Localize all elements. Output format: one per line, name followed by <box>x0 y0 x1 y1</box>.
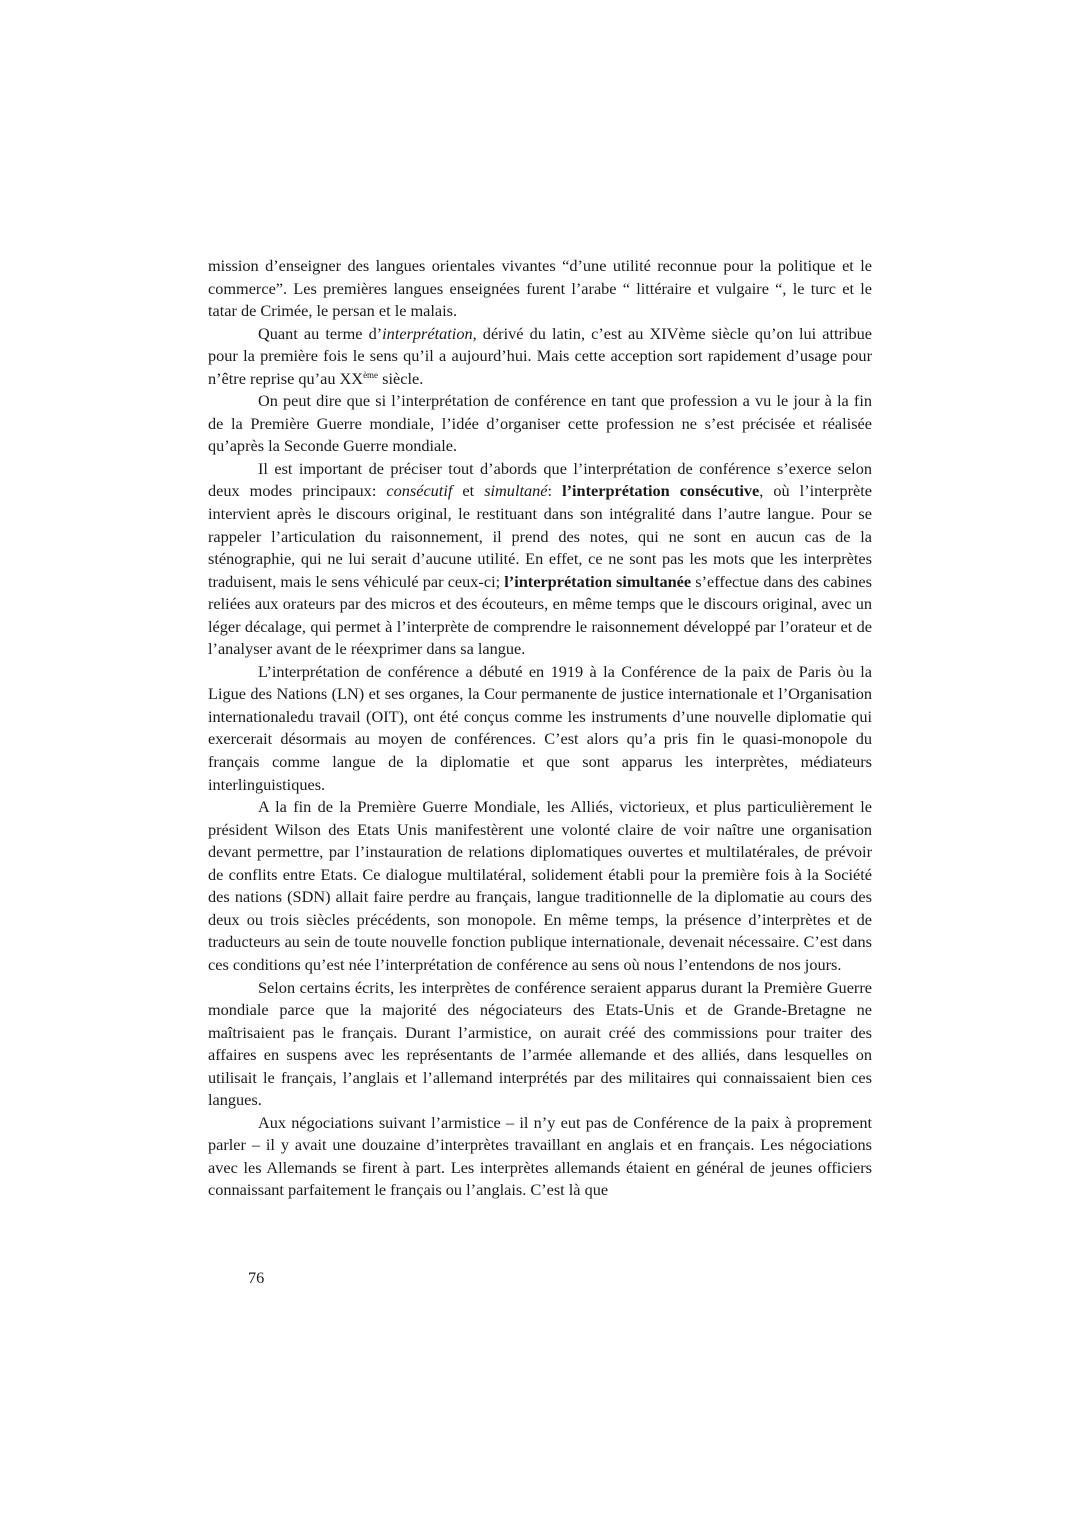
text-run: siècle. <box>378 368 424 388</box>
paragraph <box>208 977 872 1112</box>
text-run: On peut dire que si l’interprétation de conférence en tant que profession a vu le jour à la fin de la Première Guerre mondiale, l’idée d’organiser cette profession ne s’est précisée et réalisée qu’après la Seconde Guerre mondiale. <box>208 391 872 456</box>
text-run: L’interprétation de conférence a débuté en 1919 à la Conférence de la paix de Paris òu la Ligue des Nations (LN) et ses organes, la Cour permanente de justice internationale et l’Organisation internationaledu travail (OIT), ont été conçus comme les instruments d’une nouvelle diplomatie qui exercerait désormais au moyen de conférences. C’est alors qu’a pris fin le quasi-monopole du français comme langue de la diplomatie et que sont apparus les interprètes, médiateurs interlinguistiques. <box>208 661 872 794</box>
italic-term: simultané <box>484 481 548 501</box>
paragraph <box>208 796 872 976</box>
text-run: : <box>547 481 563 501</box>
paragraph <box>208 458 872 661</box>
text-run: , dérivé du latin, c’est au XIVème siècle qu’on lui attribue pour la première fois le sens qu’il a aujourd’hui. Mais cette acception sort rapidement d’usage pour n’être reprise qu’au XX <box>208 323 872 388</box>
text-run: , où l’interprète intervient après le discours original, le restituant dans son intégralité dans l’autre langue. Pour se rappeler l’articulation du raisonnement, il prend des notes, qui ne sont en aucun cas de la sténographie, qui ne lui serait d’aucune utilité. En effet, ce ne sont pas les mots que les interprètes traduisent, mais le sens véhiculé par ceux-ci; <box>208 481 872 591</box>
text-run: et <box>452 481 485 501</box>
text-run: A la fin de la Première Guerre Mondiale, les Alliés, victorieux, et plus particulièrement le président Wilson des Etats Unis manifestèrent une volonté claire de voir naître une organisation devant permettre, par l’instauration de relations diplomatiques ouvertes et multilatérales, de prévoir de conflits entre Etats. Ce dialogue multilatéral, solidement établi pour la première fois à la Société des nations (SDN) allait faire perdre au français, langue traditionnelle de la diplomatie au cours des deux ou trois siècles précédents, son monopole. En même temps, la présence d’interprètes et de traducteurs au sein de toute nouvelle fonction publique internationale, devenait nécessaire. C’est dans ces conditions qu’est née l’interprétation de conférence au sens où nous l’entendons de nos jours. <box>208 797 872 974</box>
paragraph <box>208 390 872 458</box>
bold-term: l’interprétation consécutive <box>562 481 760 501</box>
bold-term: l’interprétation simultanée <box>504 571 692 591</box>
text-run: Selon certains écrits, les interprètes de conférence seraient apparus durant la Première Guerre mondiale parce que la majorité des négociateurs des Etats-Unis et de Grande-Bretagne ne maîtrisaient pas le français. Durant l’armistice, on aurait créé des commissions pour traiter des affaires en suspens avec les représentants de l’armée allemande et des alliés, dans lesquelles on utilisait le français, l’anglais et l’allemand interprétés par des militaires qui connaissaient bien ces langues. <box>208 977 872 1110</box>
text-run: Il est important de préciser tout d’abords que l’interprétation de conférence s’exerce selon deux modes principaux: <box>208 458 872 501</box>
page-number: 76 <box>248 1268 265 1287</box>
superscript: ème <box>363 369 379 380</box>
text-run: Aux négociations suivant l’armistice – il n’y eut pas de Conférence de la paix à proprement parler – il y avait une douzaine d’interprètes travaillant en anglais et en français. Les négociations avec les Allemands se firent à part. Les interprètes allemands étaient en général de jeunes officiers connaissant parfaitement le français ou l’anglais. C’est là que <box>208 1112 872 1200</box>
text-run: mission d’enseigner des langues orientales vivantes “d’une utilité reconnue pour la politique et le commerce”. Les premières langues enseignées furent l’arabe “ littéraire et vulgaire “, le turc et le tatar de Crimée, le persan et le malais. <box>208 256 872 321</box>
paragraph <box>208 661 872 796</box>
paragraph <box>208 255 872 323</box>
paragraph <box>208 1112 872 1202</box>
text-run: Quant au terme d’ <box>258 323 383 343</box>
body-text <box>208 255 872 1202</box>
italic-term: consécutif <box>386 481 453 501</box>
italic-term: interprétation <box>382 323 473 343</box>
text-run: s’effectue dans des cabines reliées aux orateurs par des micros et des écouteurs, en même temps que le discours original, avec un léger décalage, qui permet à l’interprète de comprendre le raisonnement développé par l’orateur et de l’analyser avant de le réexprimer dans sa langue. <box>208 571 872 659</box>
paragraph <box>208 323 872 391</box>
